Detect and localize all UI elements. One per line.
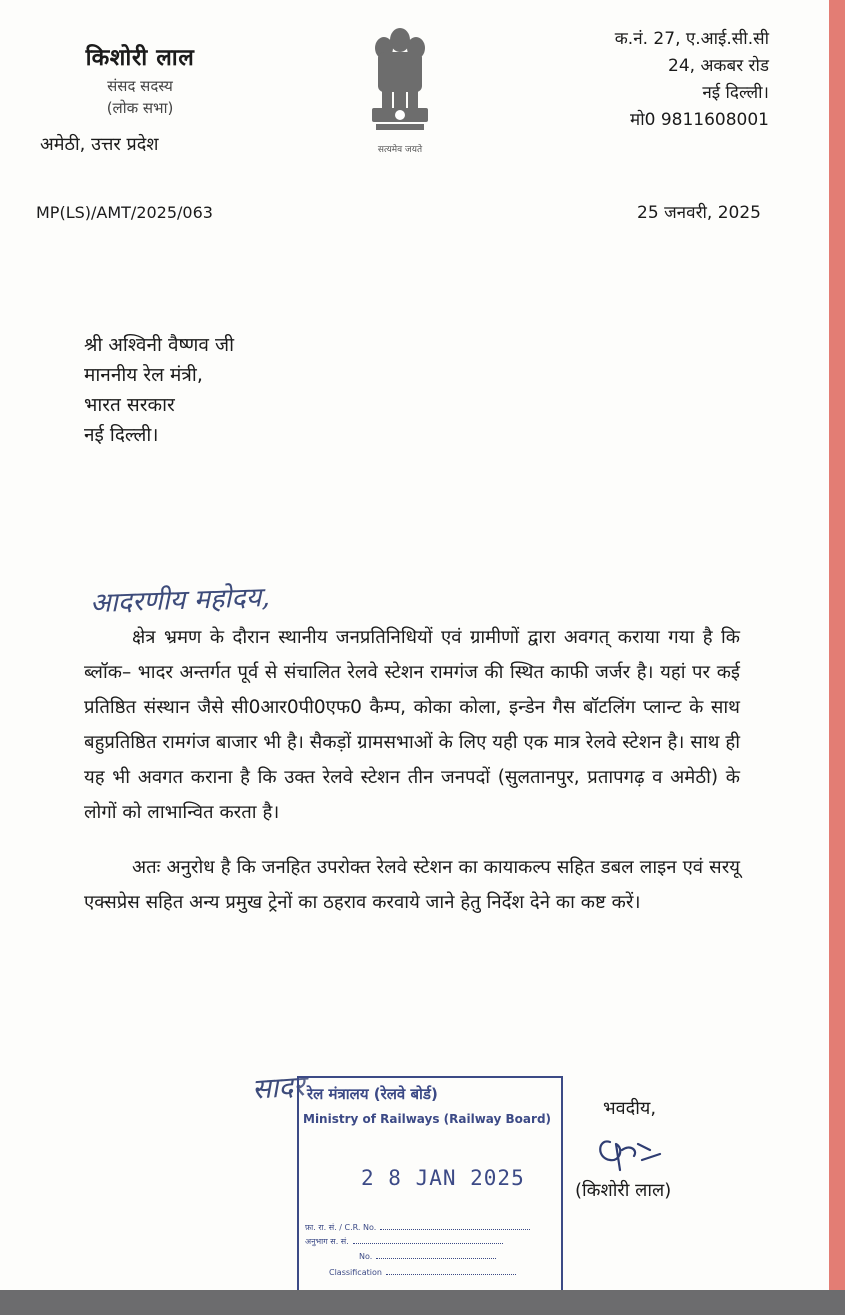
addressee-line: नई दिल्ली। [84,424,159,446]
stamp-field [305,1236,503,1247]
sender-address [615,26,769,134]
signature-icon [590,1120,680,1180]
sender-block [40,40,240,156]
sender-designation: संसद सदस्य [107,77,173,95]
sender-house: (लोक सभा) [106,99,174,117]
body-paragraph-1: क्षेत्र भ्रमण के दौरान स्थानीय जनप्रतिनिधियों एवं ग्रामीणों द्वारा अवगत् कराया गया है कि ब्लॉक– भादर अन्तर्गत पूर्व से संचालित रेलवे स्टेशन रामगंज की स्थित काफी जर्जर है। यहां पर कई प्रतिष्ठित संस्थान जैसे सी0आर0पी0एफ0 कैम्प, कोका कोला, इन्डेन गैस बॉटलिंग प्लान्ट के साथ बहुप्रतिष्ठित रामगंज बाजार भी है। सैकड़ों ग्रामसभाओं के लिए यही एक मात्र रेलवे स्टेशन है। साथ ही यह भी अवगत कराना है कि उक्त रेलवे स्टेशन तीन जनपदों (सुलतानपुर, प्रतापगढ़ व अमेठी) के लोगों को लाभान्वित करता है। [84,627,740,823]
sender-constituency: अमेठी, उत्तर प्रदेश [40,134,159,155]
stamp-field-label: No. [359,1252,373,1261]
handwritten-salutation: आदरणीय महोदय, [89,581,271,620]
received-stamp [297,1076,563,1292]
addressee-block [84,330,234,450]
stamp-date: 2 8 JAN 2025 [361,1166,525,1190]
stamp-field [359,1252,496,1261]
addressee-line: माननीय रेल मंत्री, [84,364,203,386]
closing-text: भवदीय, [603,1098,657,1119]
stamp-field-label: Classification [329,1268,382,1277]
phone-line: मो0 9811608001 [630,110,769,130]
bottom-edge-strip [0,1290,845,1315]
national-emblem [360,20,440,160]
letter-date: 25 जनवरी, 2025 [637,203,761,223]
reference-number: MP(LS)/AMT/2025/063 [36,203,213,222]
right-edge-strip [829,0,845,1290]
address-line: 24, अकबर रोड [668,56,769,76]
handwritten-note: सादर [250,1069,306,1106]
letter-body [84,620,740,920]
lion-capital-icon [360,20,440,140]
stamp-subtitle: Ministry of Railways (Railway Board) [303,1112,552,1126]
stamp-field-label: फ़ा. रा. सं. / C.R. No. [305,1223,377,1232]
stamp-field-label: अनुभाग स. सं. [305,1237,349,1246]
stamp-field [329,1268,516,1277]
emblem-motto: सत्यमेव जयते [377,145,423,155]
stamp-title: रेल मंत्रालय (रेलवे बोर्ड) [307,1085,438,1103]
stamp-field [305,1222,530,1233]
addressee-line: श्री अश्विनी वैष्णव जी [84,334,235,356]
address-line: क.नं. 27, ए.आई.सी.सी [614,29,769,49]
addressee-line: भारत सरकार [84,394,175,416]
sender-name: किशोरी लाल [85,45,195,71]
address-line: नई दिल्ली। [702,83,769,103]
signer-name: (किशोरी लाल) [575,1180,672,1201]
body-paragraph-2: अतः अनुरोध है कि जनहित उपरोक्त रेलवे स्टेशन का कायाकल्प सहित डबल लाइन एवं सरयू एक्सप्रेस सहित अन्य प्रमुख ट्रेनों का ठहराव करवाये जाने हेतु निर्देश देने का कष्ट करें। [84,857,740,913]
